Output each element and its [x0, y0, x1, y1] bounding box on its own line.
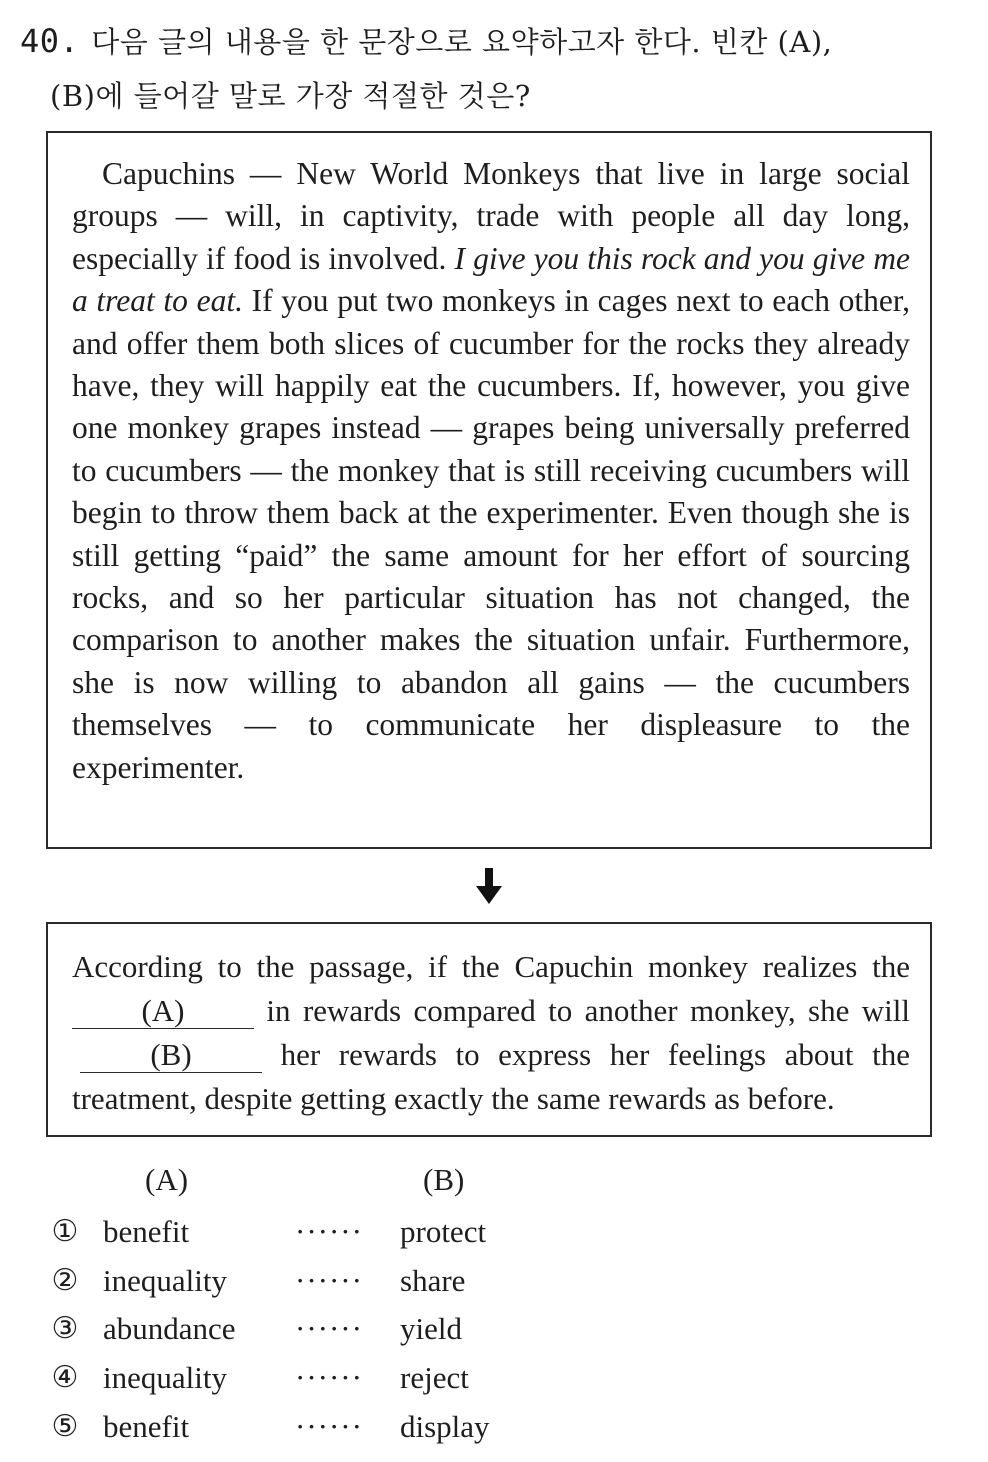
choice-b-value: yield [400, 1311, 462, 1346]
choice-number: ④ [51, 1360, 79, 1395]
question-line-1 [20, 14, 960, 69]
choice-dots: ······ [295, 1214, 363, 1249]
choice-number: ① [51, 1214, 79, 1249]
choice-number: ③ [51, 1311, 79, 1346]
question-text-1: 다음 글의 내용을 한 문장으로 요약하고자 한다. 빈칸 (A), [91, 25, 833, 59]
choices-header-b: (B) [423, 1162, 465, 1197]
down-arrow-icon [476, 868, 502, 906]
choice-b-value: reject [400, 1360, 469, 1395]
choice-a-value: inequality [103, 1263, 227, 1298]
question-number: 40. [20, 22, 80, 60]
choice-b-value: display [400, 1409, 490, 1444]
summary-text [72, 945, 910, 1121]
passage-italic: I give you this rock and you give me a treat to eat. [72, 240, 910, 319]
choice-1[interactable] [48, 1214, 648, 1260]
choice-2[interactable] [48, 1263, 648, 1309]
choice-b-value: protect [400, 1214, 487, 1249]
choice-5[interactable] [48, 1409, 648, 1455]
choice-3[interactable] [48, 1311, 648, 1357]
summary-part-1: According to the passage, if the Capuchin monkey realizes the [72, 949, 910, 984]
passage-part-2: If you put two monkeys in cages next to each other, and offer them both slices of cucumber for the rocks they already have, they will happily eat the cucumbers. If, however, you give one monkey grapes instead — grapes being universally preferred to cucumbers — the monkey that is still receiving cucumbers will begin to throw them back at the experimenter. Even though she is still getting “paid” the same amount for her effort of sourcing rocks, and so her particular situation has not changed, the comparison to another makes the situation unfair. Furthermore, she is now willing to abandon all gains — the cucumbers themselves — to communicate her displeasure to the experimenter. [72, 283, 910, 785]
blank-b: (B) [80, 1038, 262, 1073]
choice-a-value: inequality [103, 1360, 227, 1395]
blank-a: (A) [72, 994, 254, 1029]
summary-part-2: in rewards compared to another monkey, she will [254, 993, 910, 1028]
question-line-2: (B)에 들어갈 말로 가장 적절한 것은? [50, 79, 531, 113]
choice-4[interactable] [48, 1360, 648, 1406]
choice-a-value: benefit [103, 1409, 190, 1444]
choice-b-value: share [400, 1263, 466, 1298]
passage-text [72, 153, 910, 789]
choice-dots: ······ [295, 1360, 363, 1395]
choice-number: ⑤ [51, 1409, 79, 1444]
choice-a-value: abundance [103, 1311, 236, 1346]
choice-a-value: benefit [103, 1214, 190, 1249]
passage-box [46, 131, 932, 849]
choice-dots: ······ [295, 1311, 363, 1346]
choice-dots: ······ [295, 1409, 363, 1444]
question-prompt [20, 14, 960, 123]
choices-header-a: (A) [145, 1162, 189, 1197]
choice-dots: ······ [295, 1263, 363, 1298]
choice-number: ② [51, 1263, 79, 1298]
summary-part-3: her rewards to express her feelings about the treatment, despite getting exactly the same rewards as before. [72, 1037, 910, 1116]
passage-part-1: Capuchins — New World Monkeys that live in large social groups — will, in captivity, trade with people all day long, especially if food is involved. [72, 156, 910, 276]
summary-box [46, 922, 932, 1137]
